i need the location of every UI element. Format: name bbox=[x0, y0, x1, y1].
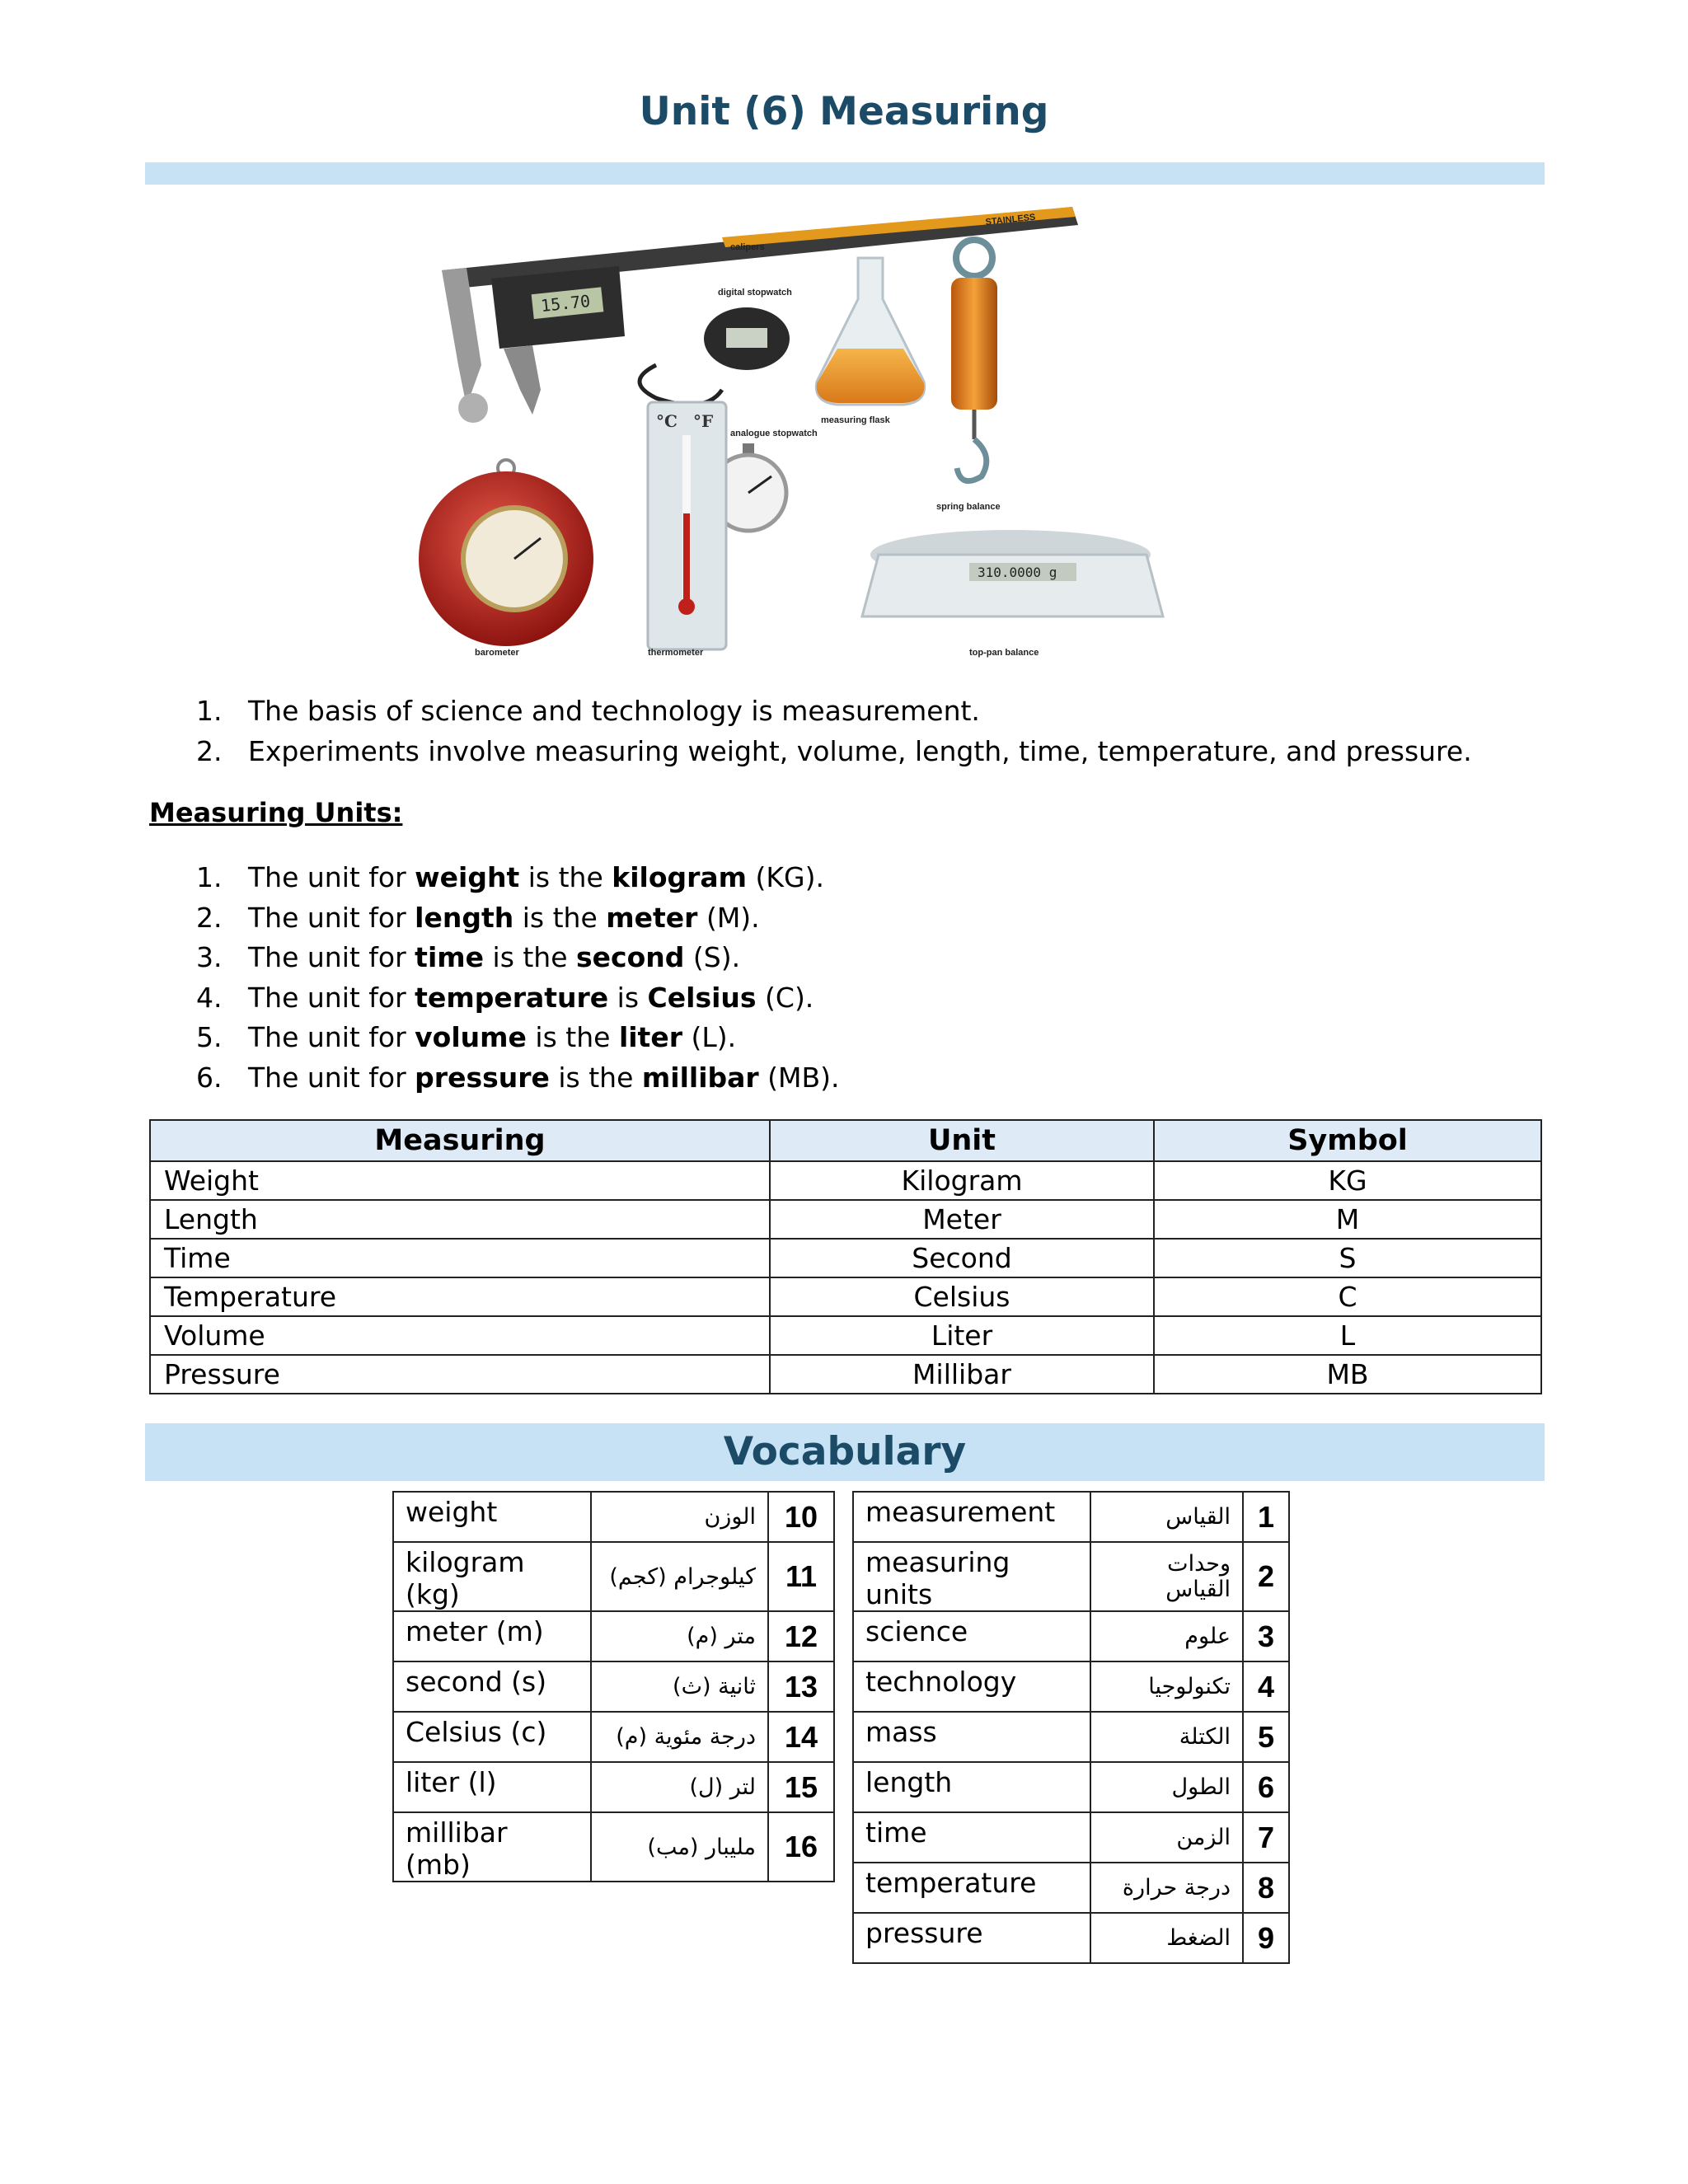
vocab-arabic: مليبار (مب) bbox=[591, 1812, 768, 1882]
list-number: 4. bbox=[196, 981, 223, 1014]
celsius-symbol: °C bbox=[656, 411, 678, 431]
table-header-row bbox=[150, 1120, 1541, 1161]
vocab-arabic: الوزن bbox=[591, 1492, 768, 1542]
vocab-english: temperature bbox=[853, 1863, 1090, 1913]
vocab-arabic: الطول bbox=[1090, 1762, 1243, 1812]
list-number: 3. bbox=[196, 941, 223, 973]
list-text: (S). bbox=[684, 941, 741, 973]
thermometer-icon bbox=[648, 402, 726, 658]
vocab-number: 2 bbox=[1243, 1542, 1289, 1611]
table-cell: S bbox=[1154, 1239, 1541, 1277]
vocab-arabic: لتر (ل) bbox=[591, 1762, 768, 1812]
quantity-term: length bbox=[415, 901, 514, 934]
table-cell: Length bbox=[150, 1200, 770, 1239]
vocab-english: meter (m) bbox=[393, 1611, 591, 1661]
spring-balance-label: spring balance bbox=[936, 502, 1001, 512]
table-row bbox=[853, 1812, 1289, 1863]
table-cell: Celsius bbox=[770, 1277, 1154, 1316]
list-number: 2. bbox=[196, 734, 223, 767]
vocab-arabic: وحدات القياس bbox=[1090, 1542, 1243, 1611]
list-text: Experiments involve measuring weight, volume, length, time, temperature, and pressure. bbox=[248, 734, 1472, 767]
analogue-stopwatch-label: analogue stopwatch bbox=[730, 429, 818, 438]
digital-stopwatch-icon bbox=[640, 288, 792, 405]
vocab-arabic: ثانية (ث) bbox=[591, 1661, 768, 1712]
vocab-arabic: كيلوجرام (كجم) bbox=[591, 1542, 768, 1611]
table-cell: C bbox=[1154, 1277, 1541, 1316]
list-text: (KG). bbox=[747, 861, 824, 893]
quantity-term: temperature bbox=[415, 981, 609, 1014]
list-text: The basis of science and technology is measurement. bbox=[248, 695, 980, 727]
table-row bbox=[853, 1712, 1289, 1762]
list-text: is the bbox=[549, 1061, 642, 1094]
table-cell: Volume bbox=[150, 1316, 770, 1355]
table-row bbox=[393, 1611, 834, 1661]
table-cell: Temperature bbox=[150, 1277, 770, 1316]
vocab-english: second (s) bbox=[393, 1661, 591, 1712]
digital-stopwatch-label: digital stopwatch bbox=[718, 288, 792, 298]
vocab-english: pressure bbox=[853, 1913, 1090, 1963]
vocab-english: measuring units bbox=[853, 1542, 1090, 1611]
table-row bbox=[150, 1277, 1541, 1316]
vocab-number: 11 bbox=[768, 1542, 834, 1611]
unit-term: millibar bbox=[641, 1061, 759, 1094]
vocab-english: science bbox=[853, 1611, 1090, 1661]
vocab-english: length bbox=[853, 1762, 1090, 1812]
spring-balance-icon bbox=[936, 240, 1001, 512]
vocab-arabic: علوم bbox=[1090, 1611, 1243, 1661]
barometer-icon bbox=[419, 460, 593, 658]
vocab-number: 8 bbox=[1243, 1863, 1289, 1913]
vocab-number: 14 bbox=[768, 1712, 834, 1762]
vocab-english: kilogram (kg) bbox=[393, 1542, 591, 1611]
list-number: 5. bbox=[196, 1021, 223, 1053]
table-row bbox=[853, 1762, 1289, 1812]
vocab-number: 13 bbox=[768, 1661, 834, 1712]
measuring-units-heading: Measuring Units: bbox=[149, 797, 403, 828]
list-text: is bbox=[608, 981, 648, 1014]
list-text: The unit for bbox=[248, 1061, 415, 1094]
measuring-units-table bbox=[149, 1119, 1542, 1394]
list-text: The unit for bbox=[248, 901, 415, 934]
intro-list bbox=[196, 691, 1515, 771]
vocab-arabic: الضغط bbox=[1090, 1913, 1243, 1963]
list-text: is the bbox=[484, 941, 577, 973]
list-item bbox=[196, 1018, 1515, 1058]
barometer-label: barometer bbox=[475, 648, 519, 658]
column-header-unit: Unit bbox=[770, 1120, 1154, 1161]
vocab-arabic: تكنولوجيا bbox=[1090, 1661, 1243, 1712]
thermometer-label: thermometer bbox=[648, 648, 704, 658]
table-cell: MB bbox=[1154, 1355, 1541, 1394]
vocab-english: mass bbox=[853, 1712, 1090, 1762]
unit-term: second bbox=[576, 941, 685, 973]
table-row bbox=[853, 1661, 1289, 1712]
unit-term: Celsius bbox=[647, 981, 757, 1014]
vocab-number: 10 bbox=[768, 1492, 834, 1542]
list-item bbox=[196, 732, 1515, 772]
table-row bbox=[853, 1913, 1289, 1963]
vocab-english: liter (l) bbox=[393, 1762, 591, 1812]
column-header-symbol: Symbol bbox=[1154, 1120, 1541, 1161]
vocab-number: 12 bbox=[768, 1611, 834, 1661]
quantity-term: weight bbox=[415, 861, 520, 893]
list-item bbox=[196, 898, 1515, 939]
vocab-english: measurement bbox=[853, 1492, 1090, 1542]
table-cell: Second bbox=[770, 1239, 1154, 1277]
vocab-number: 7 bbox=[1243, 1812, 1289, 1863]
measuring-flask-label: measuring flask bbox=[821, 415, 890, 425]
table-cell: Weight bbox=[150, 1161, 770, 1200]
list-number: 1. bbox=[196, 695, 223, 727]
table-row bbox=[853, 1542, 1289, 1611]
list-text: is the bbox=[519, 861, 612, 893]
table-cell: Pressure bbox=[150, 1355, 770, 1394]
table-cell: M bbox=[1154, 1200, 1541, 1239]
measuring-instruments-illustration bbox=[409, 192, 1286, 667]
table-row bbox=[150, 1316, 1541, 1355]
list-text: The unit for bbox=[248, 1021, 415, 1053]
vocab-arabic: متر (م) bbox=[591, 1611, 768, 1661]
stainless-text: STAINLESS bbox=[985, 212, 1036, 227]
table-row bbox=[393, 1661, 834, 1712]
table-row bbox=[393, 1712, 834, 1762]
unit-term: kilogram bbox=[612, 861, 748, 893]
table-row bbox=[853, 1611, 1289, 1661]
vocab-english: Celsius (c) bbox=[393, 1712, 591, 1762]
page-title: Unit (6) Measuring bbox=[639, 89, 1049, 134]
vocab-arabic: الزمن bbox=[1090, 1812, 1243, 1863]
table-cell: Meter bbox=[770, 1200, 1154, 1239]
table-row bbox=[853, 1863, 1289, 1913]
table-row bbox=[150, 1239, 1541, 1277]
top-pan-balance-label: top-pan balance bbox=[969, 648, 1039, 658]
list-text: is the bbox=[526, 1021, 619, 1053]
table-cell: Millibar bbox=[770, 1355, 1154, 1394]
table-cell: L bbox=[1154, 1316, 1541, 1355]
table-cell: Liter bbox=[770, 1316, 1154, 1355]
list-text: The unit for bbox=[248, 981, 415, 1014]
vocab-english: weight bbox=[393, 1492, 591, 1542]
table-row bbox=[150, 1161, 1541, 1200]
vocab-number: 4 bbox=[1243, 1661, 1289, 1712]
list-item bbox=[196, 858, 1515, 898]
vocab-number: 16 bbox=[768, 1812, 834, 1882]
list-text: The unit for bbox=[248, 941, 415, 973]
vocab-english: millibar (mb) bbox=[393, 1812, 591, 1882]
vocab-arabic: درجة مئوية (م) bbox=[591, 1712, 768, 1762]
measuring-flask-icon bbox=[816, 258, 924, 425]
table-row bbox=[853, 1492, 1289, 1542]
unit-term: liter bbox=[618, 1021, 682, 1053]
quantity-term: volume bbox=[415, 1021, 527, 1053]
table-row bbox=[150, 1355, 1541, 1394]
units-list bbox=[196, 858, 1515, 1098]
list-text: is the bbox=[513, 901, 607, 934]
vocab-number: 3 bbox=[1243, 1611, 1289, 1661]
fahrenheit-symbol: °F bbox=[693, 411, 714, 431]
caliper-display-text: 15.70 bbox=[539, 290, 592, 316]
vocab-number: 15 bbox=[768, 1762, 834, 1812]
list-text: (M). bbox=[697, 901, 760, 934]
balance-display-text: 310.0000 g bbox=[978, 565, 1057, 580]
quantity-term: pressure bbox=[415, 1061, 550, 1094]
table-row bbox=[393, 1542, 834, 1611]
table-cell: Time bbox=[150, 1239, 770, 1277]
table-cell: Kilogram bbox=[770, 1161, 1154, 1200]
list-number: 6. bbox=[196, 1061, 223, 1094]
table-row bbox=[393, 1492, 834, 1542]
vocabulary-table-right bbox=[852, 1491, 1290, 1964]
list-text: (L). bbox=[682, 1021, 737, 1053]
vocab-arabic: القياس bbox=[1090, 1492, 1243, 1542]
list-item bbox=[196, 938, 1515, 978]
vocab-arabic: الكتلة bbox=[1090, 1712, 1243, 1762]
list-item bbox=[196, 978, 1515, 1019]
list-item bbox=[196, 691, 1515, 732]
list-number: 1. bbox=[196, 861, 223, 893]
list-number: 2. bbox=[196, 901, 223, 934]
quantity-term: time bbox=[415, 941, 485, 973]
table-row bbox=[393, 1812, 834, 1882]
vocab-english: technology bbox=[853, 1661, 1090, 1712]
vocab-number: 1 bbox=[1243, 1492, 1289, 1542]
table-row bbox=[150, 1200, 1541, 1239]
list-item bbox=[196, 1058, 1515, 1099]
vocab-number: 9 bbox=[1243, 1913, 1289, 1963]
calipers-label: calipers bbox=[730, 242, 765, 252]
vocabulary-table-left bbox=[392, 1491, 835, 1882]
title-divider-band bbox=[145, 162, 1545, 185]
column-header-measuring: Measuring bbox=[150, 1120, 770, 1161]
table-row bbox=[393, 1762, 834, 1812]
top-pan-balance-icon bbox=[862, 530, 1163, 658]
unit-term: meter bbox=[606, 901, 698, 934]
vocab-english: time bbox=[853, 1812, 1090, 1863]
list-text: (C). bbox=[756, 981, 814, 1014]
vocab-arabic: درجة حرارة bbox=[1090, 1863, 1243, 1913]
vocabulary-heading: Vocabulary bbox=[145, 1423, 1545, 1481]
table-cell: KG bbox=[1154, 1161, 1541, 1200]
vocab-number: 5 bbox=[1243, 1712, 1289, 1762]
list-text: (MB). bbox=[758, 1061, 840, 1094]
vocab-number: 6 bbox=[1243, 1762, 1289, 1812]
list-text: The unit for bbox=[248, 861, 415, 893]
